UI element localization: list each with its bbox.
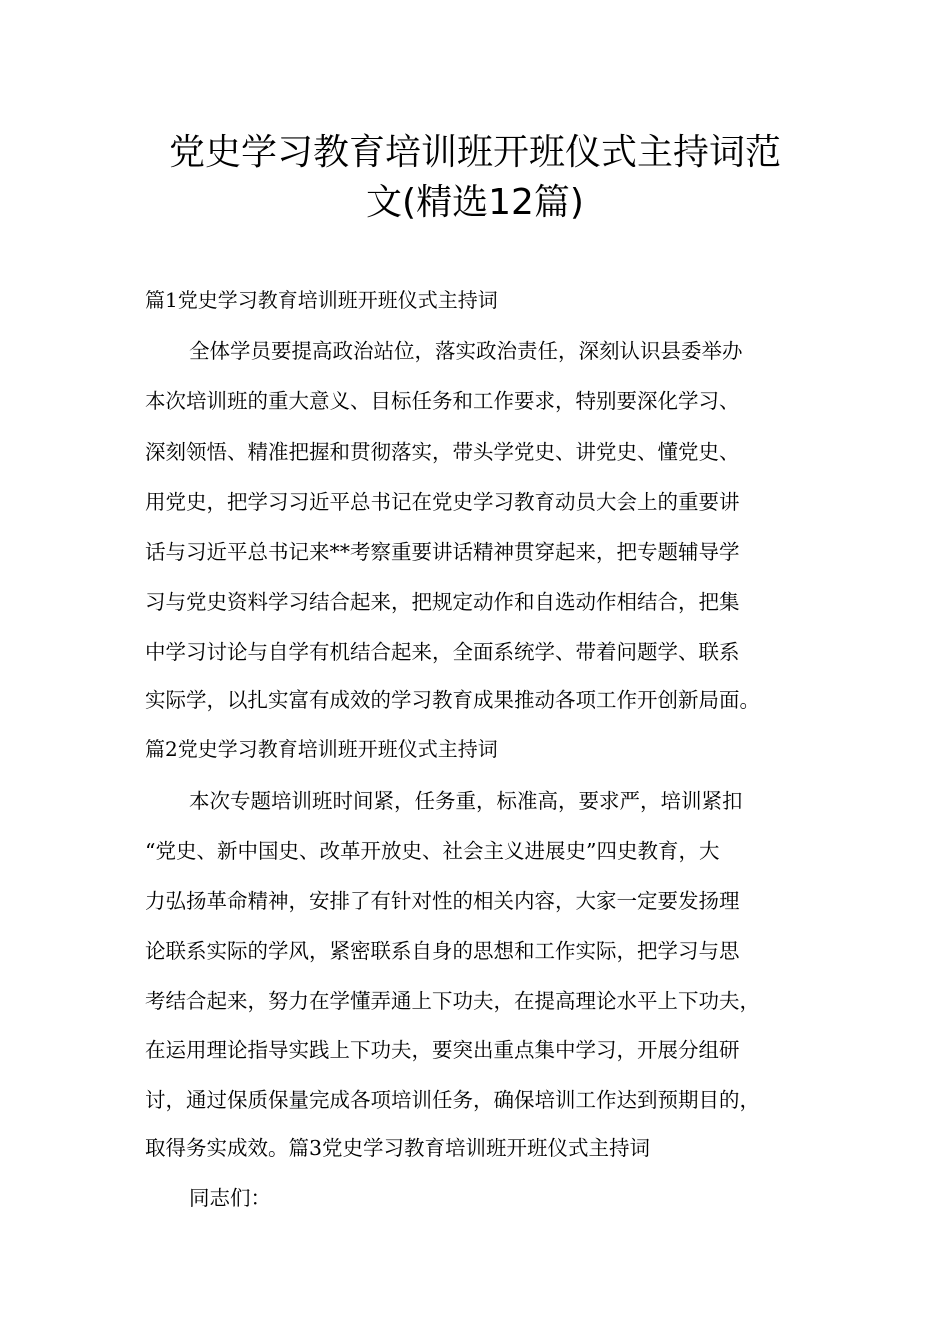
paragraph-line-with-section-3-heading: 取得务实成效。篇3党史学习教育培训班开班仪式主持词 xyxy=(145,1136,651,1160)
document-title-line-1: 党史学习教育培训班开班仪式主持词范 xyxy=(168,132,781,173)
paragraph-line: 用党史，把学习习近平总书记在党史学习教育动员大会上的重要讲 xyxy=(145,490,740,514)
section-2-heading: 篇2党史学习教育培训班开班仪式主持词 xyxy=(145,737,498,761)
paragraph-line: 实际学，以扎实富有成效的学习教育成果推动各项工作开创新局面。 xyxy=(145,688,760,712)
paragraph-line: 中学习讨论与自学有机结合起来，全面系统学、带着问题学、联系 xyxy=(145,640,740,664)
section-1-heading: 篇1党史学习教育培训班开班仪式主持词 xyxy=(145,288,498,312)
document-title-line-2: 文(精选12篇) xyxy=(366,182,584,223)
paragraph-line: 考结合起来，努力在学懂弄通上下功夫，在提高理论水平上下功夫， xyxy=(145,989,760,1013)
paragraph-line: 习与党史资料学习结合起来，把规定动作和自选动作相结合，把集 xyxy=(145,590,740,614)
paragraph-line: 本次专题培训班时间紧，任务重，标准高，要求严，培训紧扣 xyxy=(189,789,743,813)
paragraph-line: 讨，通过保质保量完成各项培训任务，确保培训工作达到预期目的， xyxy=(145,1088,760,1112)
paragraph-line: 话与习近平总书记来**考察重要讲话精神贯穿起来，把专题辅导学 xyxy=(145,540,740,564)
paragraph-line: “党史、新中国史、改革开放史、社会主义进展史”四史教育，大 xyxy=(145,839,720,863)
paragraph-line: 深刻领悟、精准把握和贯彻落实，带头学党史、讲党史、懂党史、 xyxy=(145,440,740,464)
paragraph-line: 本次培训班的重大意义、目标任务和工作要求，特别要深化学习、 xyxy=(145,389,740,413)
paragraph-line: 论联系实际的学风，紧密联系自身的思想和工作实际，把学习与思 xyxy=(145,939,740,963)
paragraph-line: 全体学员要提高政治站位，落实政治责任，深刻认识县委举办 xyxy=(189,339,743,363)
salutation: 同志们： xyxy=(189,1186,271,1210)
paragraph-line: 在运用理论指导实践上下功夫，要突出重点集中学习，开展分组研 xyxy=(145,1038,740,1062)
paragraph-line: 力弘扬革命精神，安排了有针对性的相关内容，大家一定要发扬理 xyxy=(145,889,740,913)
